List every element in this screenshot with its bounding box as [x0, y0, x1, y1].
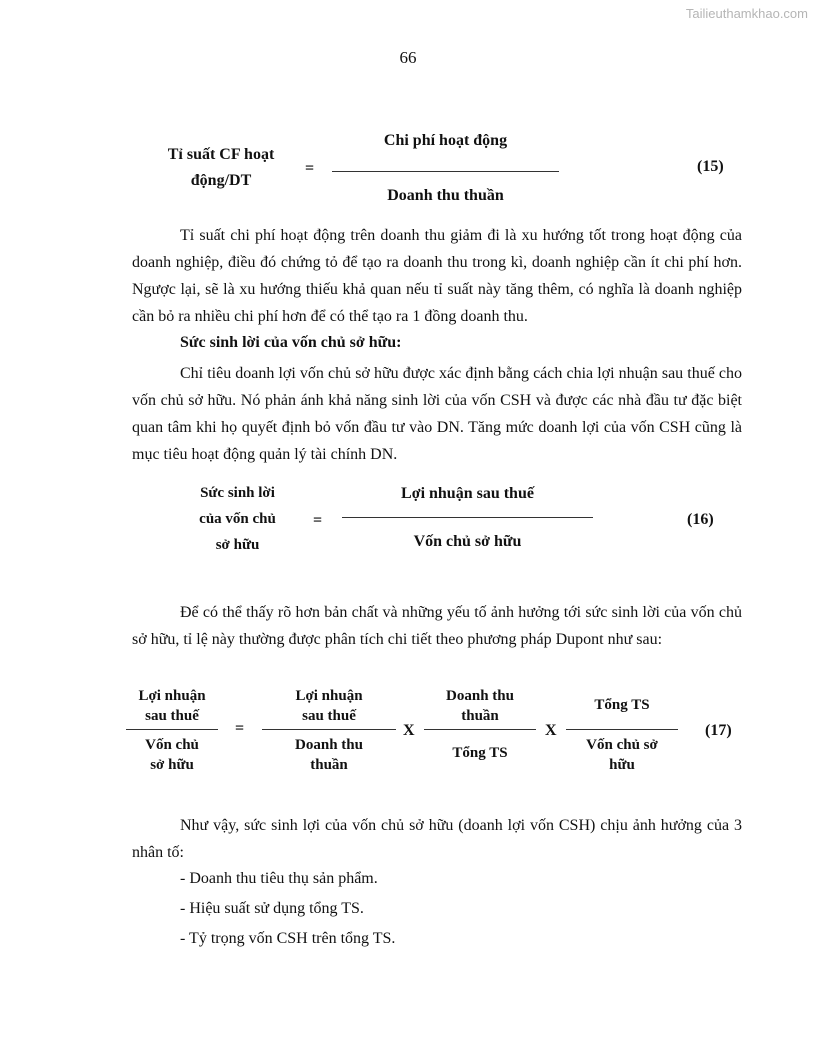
paragraph-2: Chỉ tiêu doanh lợi vốn chủ sở hữu được xác định bằng cách chia lợi nhuận sau thuế cho vốn chủ sở hữu. Nó phản ánh khả năng sinh lời của vốn CSH và được các nhà đầu tư đặc biệt quan tâm khi họ quyết định bỏ vốn đầu tư vào DN. Tăng mức doanh lợi của vốn CSH cũng là mục tiêu hoạt động quản lý tài chính DN.: [132, 365, 742, 463]
f17-f2-num-line2: sau thuế: [302, 708, 356, 724]
formula-16-lhs-line2: của vốn chủ: [199, 511, 276, 527]
f17-f2-den-line1: Doanh thu: [295, 737, 363, 753]
paragraph-3: Để có thể thấy rõ hơn bản chất và những yếu tố ảnh hưởng tới sức sinh lời của vốn chủ sở hữu, tỉ lệ này thường được phân tích chi tiết theo phương pháp Dupont như sau:: [132, 604, 742, 648]
f17-f4-numerator: Tổng TS: [594, 697, 650, 713]
f17-times-1: X: [403, 722, 415, 739]
formula-16-equals: =: [313, 512, 323, 529]
formula-16-denominator: Vốn chủ sở hữu: [413, 533, 522, 550]
formula-17-number: (17): [705, 722, 732, 739]
f17-f1-numerator: [126, 686, 218, 726]
factor-item: - Hiệu suất sử dụng tổng TS.: [180, 900, 364, 917]
f17-f4-den-line2: hữu: [609, 757, 635, 773]
f17-f3-bar: [424, 729, 536, 730]
heading-roe: Sức sinh lời của vốn chủ sở hữu:: [180, 334, 402, 351]
formula-15-numerator: Chi phí hoạt động: [383, 132, 508, 149]
formula-15-lhs-line1: Tỉ suất CF hoạt: [167, 146, 275, 163]
f17-f4-bar: [566, 729, 678, 730]
paragraph-4: Như vậy, sức sinh lợi của vốn chủ sở hữu (doanh lợi vốn CSH) chịu ảnh hưởng của 3 nhân tố:: [132, 817, 742, 861]
f17-f1-den-line2: sở hữu: [150, 757, 194, 773]
f17-f3-numerator: [424, 686, 536, 726]
f17-f4-denominator: [566, 735, 678, 775]
formula-15-fraction-bar: [332, 171, 559, 172]
watermark: Tailieuthamkhao.com: [685, 6, 808, 21]
f17-equals: =: [235, 720, 245, 737]
formula-16-number: (16): [687, 511, 714, 528]
factor-item: - Tỷ trọng vốn CSH trên tổng TS.: [180, 930, 396, 947]
f17-f1-denominator: [126, 735, 218, 775]
f17-f2-den-line2: thuần: [310, 757, 348, 773]
formula-15-number: (15): [697, 158, 724, 175]
f17-f4-den-line1: Vốn chủ sở: [586, 737, 658, 753]
formula-15-equals: =: [305, 160, 315, 177]
f17-f2-denominator: [262, 735, 396, 775]
formula-15-lhs-line2: động/DT: [190, 172, 252, 189]
f17-times-2: X: [545, 722, 557, 739]
factor-item: - Doanh thu tiêu thụ sản phẩm.: [180, 870, 378, 887]
f17-f2-num-line1: Lợi nhuận: [295, 688, 363, 704]
f17-f1-num-line2: sau thuế: [145, 708, 199, 724]
f17-f2-bar: [262, 729, 396, 730]
f17-f3-num-line1: Doanh thu: [446, 688, 514, 704]
f17-f3-num-line2: thuần: [461, 708, 499, 724]
page-number: 66: [399, 48, 417, 67]
paragraph-1: Tỉ suất chi phí hoạt động trên doanh thu giảm đi là xu hướng tốt trong hoạt động của doanh nghiệp, điều đó chứng tỏ để tạo ra doanh thu trong kì, doanh nghiệp cần ít chi phí hơn. Ngược lại, sẽ là xu hướng thiếu khả quan nếu tỉ suất này tăng thêm, có nghĩa là doanh nghiệp cần bỏ ra nhiều chi phí hơn để có thể tạo ra 1 đồng doanh thu.: [132, 227, 742, 325]
f17-f1-num-line1: Lợi nhuận: [138, 688, 206, 704]
f17-f2-numerator: [262, 686, 396, 726]
f17-f1-den-line1: Vốn chủ: [145, 737, 199, 753]
formula-16-fraction-bar: [342, 517, 593, 518]
formula-16-numerator: Lợi nhuận sau thuế: [401, 485, 534, 502]
formula-16-lhs-line1: Sức sinh lời: [200, 485, 275, 501]
formula-15-denominator: Doanh thu thuần: [387, 187, 504, 204]
f17-f3-denominator: Tổng TS: [452, 745, 508, 761]
formula-16-lhs-line3: sở hữu: [215, 537, 260, 553]
f17-f1-bar: [126, 729, 218, 730]
